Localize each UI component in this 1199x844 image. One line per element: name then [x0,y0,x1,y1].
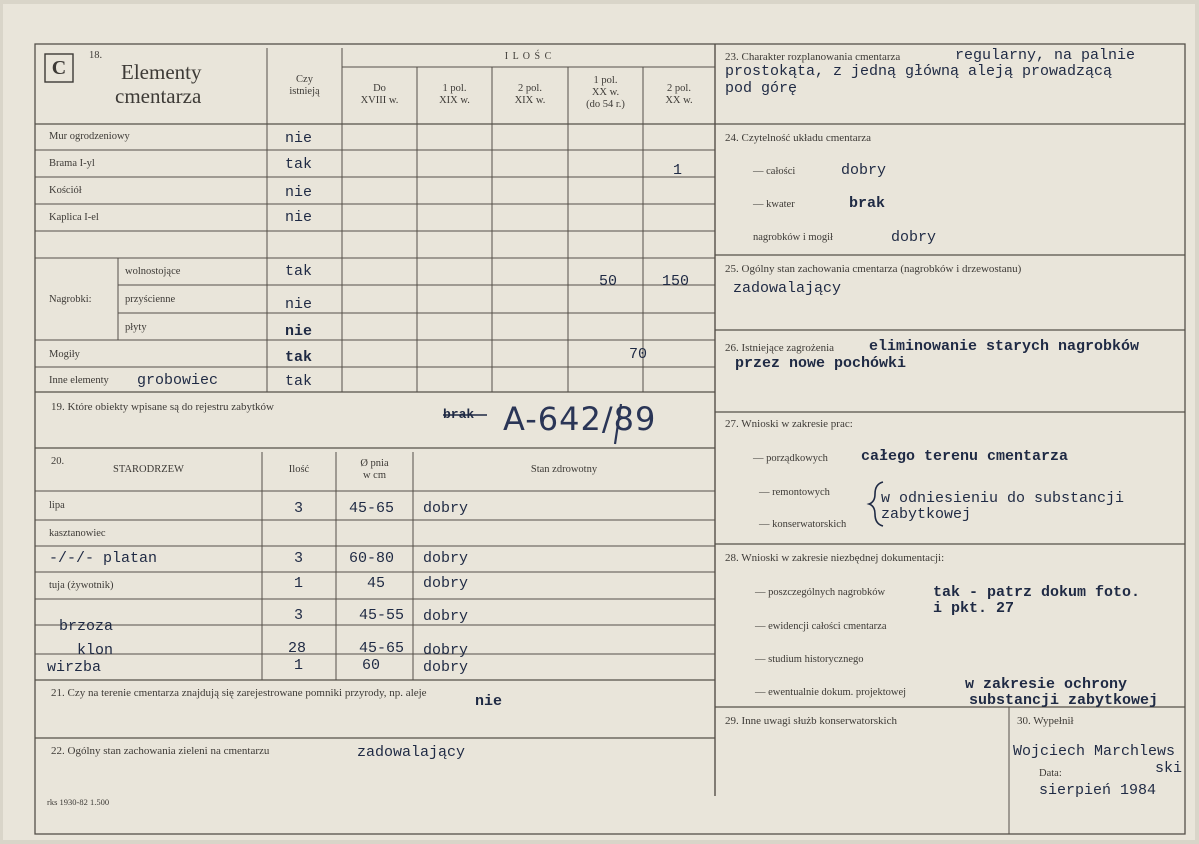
quantity-value: 70 [629,346,648,363]
section-number-18: 18. [89,50,103,61]
s27-row-label: — konserwatorskich [759,519,847,530]
tree-count: 1 [294,657,304,674]
tree-count: 3 [294,500,304,517]
s28-row-value2: i pkt. 27 [933,600,1015,617]
nagrobki-group-label: Nagrobki: [49,294,92,305]
tree-health: dobry [423,642,469,659]
s25-value: zadowalający [733,280,842,297]
exists-value: tak [285,156,313,173]
s27-brace-line1: w odniesieniu do substancji [881,490,1125,507]
s28-row-value: tak - patrz dokum foto. [933,584,1141,601]
starodrzew-header: STARODRZEW [113,464,184,475]
row-label: Inne elementy [49,375,109,386]
exists-value: tak [285,263,313,280]
tree-name: tuja (żywotnik) [49,580,114,591]
s27-label: 27. Wnioski w zakresie prac: [725,418,853,430]
s26-line2: przez nowe pochówki [735,355,907,372]
tree-count: 1 [294,575,304,592]
s23-line3: pod górę [725,80,798,97]
quantity-value: 1 [673,162,683,179]
s23-label: 23. Charakter rozplanowania cmentarza [725,51,901,63]
row-label: płyty [125,322,147,333]
row-label: wolnostojące [125,266,181,277]
s23-line1: regularny, na palnie [955,47,1136,64]
s30-label: 30. Wypełnił [1017,715,1074,727]
exists-value: tak [285,373,313,390]
row-label: Brama I-yl [49,158,95,169]
s20-number: 20. [51,456,65,467]
col-exists-header-1: Czy [296,74,313,85]
s21-value: nie [475,693,503,710]
row-label: Mogiły [49,349,80,360]
exists-value: nie [285,323,313,340]
tree-name-typed: klon [77,642,114,659]
s25-label: 25. Ogólny stan zachowania cmentarza (nagrobków i drzewostanu) [725,263,1022,275]
s28-row-label: — studium historycznego [755,654,864,665]
row-label: Mur ogrodzeniowy [49,131,130,142]
exists-value: nie [285,296,313,313]
diam-header: Ø pnia w cm [360,458,389,481]
s28-row-label: — poszczególnych nagrobków [755,587,886,598]
filled-by-name: Wojciech Marchlews [1013,743,1176,760]
s24-row-label: — całości [753,166,796,177]
tree-name: kasztanowiec [49,528,106,539]
register-number-handwritten: A-642/89 [503,400,657,438]
quantity-value: 150 [662,273,690,290]
tree-diam: 60-80 [349,550,395,567]
tree-count: 28 [288,640,307,657]
count-header: Ilość [288,464,310,475]
s19-typed-value: brak [443,407,475,422]
row-label: Kaplica I-el [49,212,99,223]
row-label: przyścienne [125,294,176,305]
s24-row-label: — kwater [753,199,795,210]
period-header: 1 pol. XX w. (do 54 r.) [586,75,625,110]
tree-diam: 45-65 [349,500,395,517]
tree-health: dobry [423,500,469,517]
tree-diam: 45 [367,575,386,592]
s22-label: 22. Ogólny stan zachowania zieleni na cmentarzu [51,745,270,757]
tree-name-typed: brzoza [59,618,114,635]
s27-row-value: całego terenu cmentarza [861,448,1069,465]
s28-row-value: substancji zabytkowej [969,692,1159,709]
s28-row-label: — ewentualnie dokum. projektowej [755,687,907,698]
s27-brace-line2: zabytkowej [881,506,972,523]
s23-line2: prostokąta, z jedną główną aleją prowadzącą [725,63,1113,80]
tree-health: dobry [423,659,469,676]
exists-value: nie [285,130,313,147]
s29-label: 29. Inne uwagi służb konserwatorskich [725,715,897,727]
period-header: 2 pol. XIX w. [514,83,546,106]
s21-label: 21. Czy na terenie cmentarza znajdują się zarejestrowane pomniki przyrody, np. aleje [51,687,427,699]
s26-line1: eliminowanie starych nagrobków [869,338,1140,355]
s27-row-label: — remontowych [759,487,830,498]
tree-name: lipa [49,500,65,511]
tree-count: 3 [294,550,304,567]
period-header: 2 pol. XX w. [665,83,693,106]
document-page [3,4,1195,840]
s27-row-label: — porządkowych [753,453,828,464]
tree-health: dobry [423,550,469,567]
s24-row-value: dobry [891,229,937,246]
date-label: Data: [1039,768,1062,779]
date-value: sierpień 1984 [1039,782,1157,799]
s24-label: 24. Czytelność układu cmentarza [725,132,872,144]
tree-health: dobry [423,575,469,592]
s22-value: zadowalający [357,744,466,761]
col-exists-header-2: istnieją [289,86,320,97]
s26-label: 26. Istniejące zagrożenia [725,342,835,354]
period-header: 1 pol. XIX w. [439,83,470,106]
exists-value: nie [285,209,313,226]
tree-name-typed: wirzba [47,659,102,676]
tree-health: dobry [423,608,469,625]
tree-name-typed: -/-/- platan [49,550,158,567]
s28-row-label: — ewidencji całości cmentarza [755,621,887,632]
tree-diam: 60 [362,657,381,674]
exists-value: tak [285,349,313,366]
tree-count: 3 [294,607,304,624]
s28-label: 28. Wnioski w zakresie niezbędnej dokumentacji: [725,552,945,564]
exists-value: nie [285,184,313,201]
period-header: Do XVIII w. [360,83,399,106]
ilosc-header: I L O Ś C [504,51,553,62]
s24-row-label: nagrobków i mogił [753,232,833,243]
s19-label: 19. Które obiekty wpisane są do rejestru zabytków [51,401,274,413]
s28-row-value: w zakresie ochrony [965,676,1128,693]
filled-by-name-cont: ski [1155,760,1183,777]
title-line1: Elementy [121,60,202,84]
quantity-value: 50 [599,273,618,290]
tree-diam: 45-55 [359,607,405,624]
health-header: Stan zdrowotny [530,464,598,475]
section-badge: C [51,57,67,79]
s24-row-value: brak [849,195,886,212]
s24-row-value: dobry [841,162,887,179]
title-line2: cmentarza [115,84,202,108]
print-code: rks 1930-82 1.500 [47,797,110,807]
tree-diam: 45-65 [359,640,405,657]
row-label: Kościół [49,185,82,196]
inne-extra-value: grobowiec [137,372,219,389]
